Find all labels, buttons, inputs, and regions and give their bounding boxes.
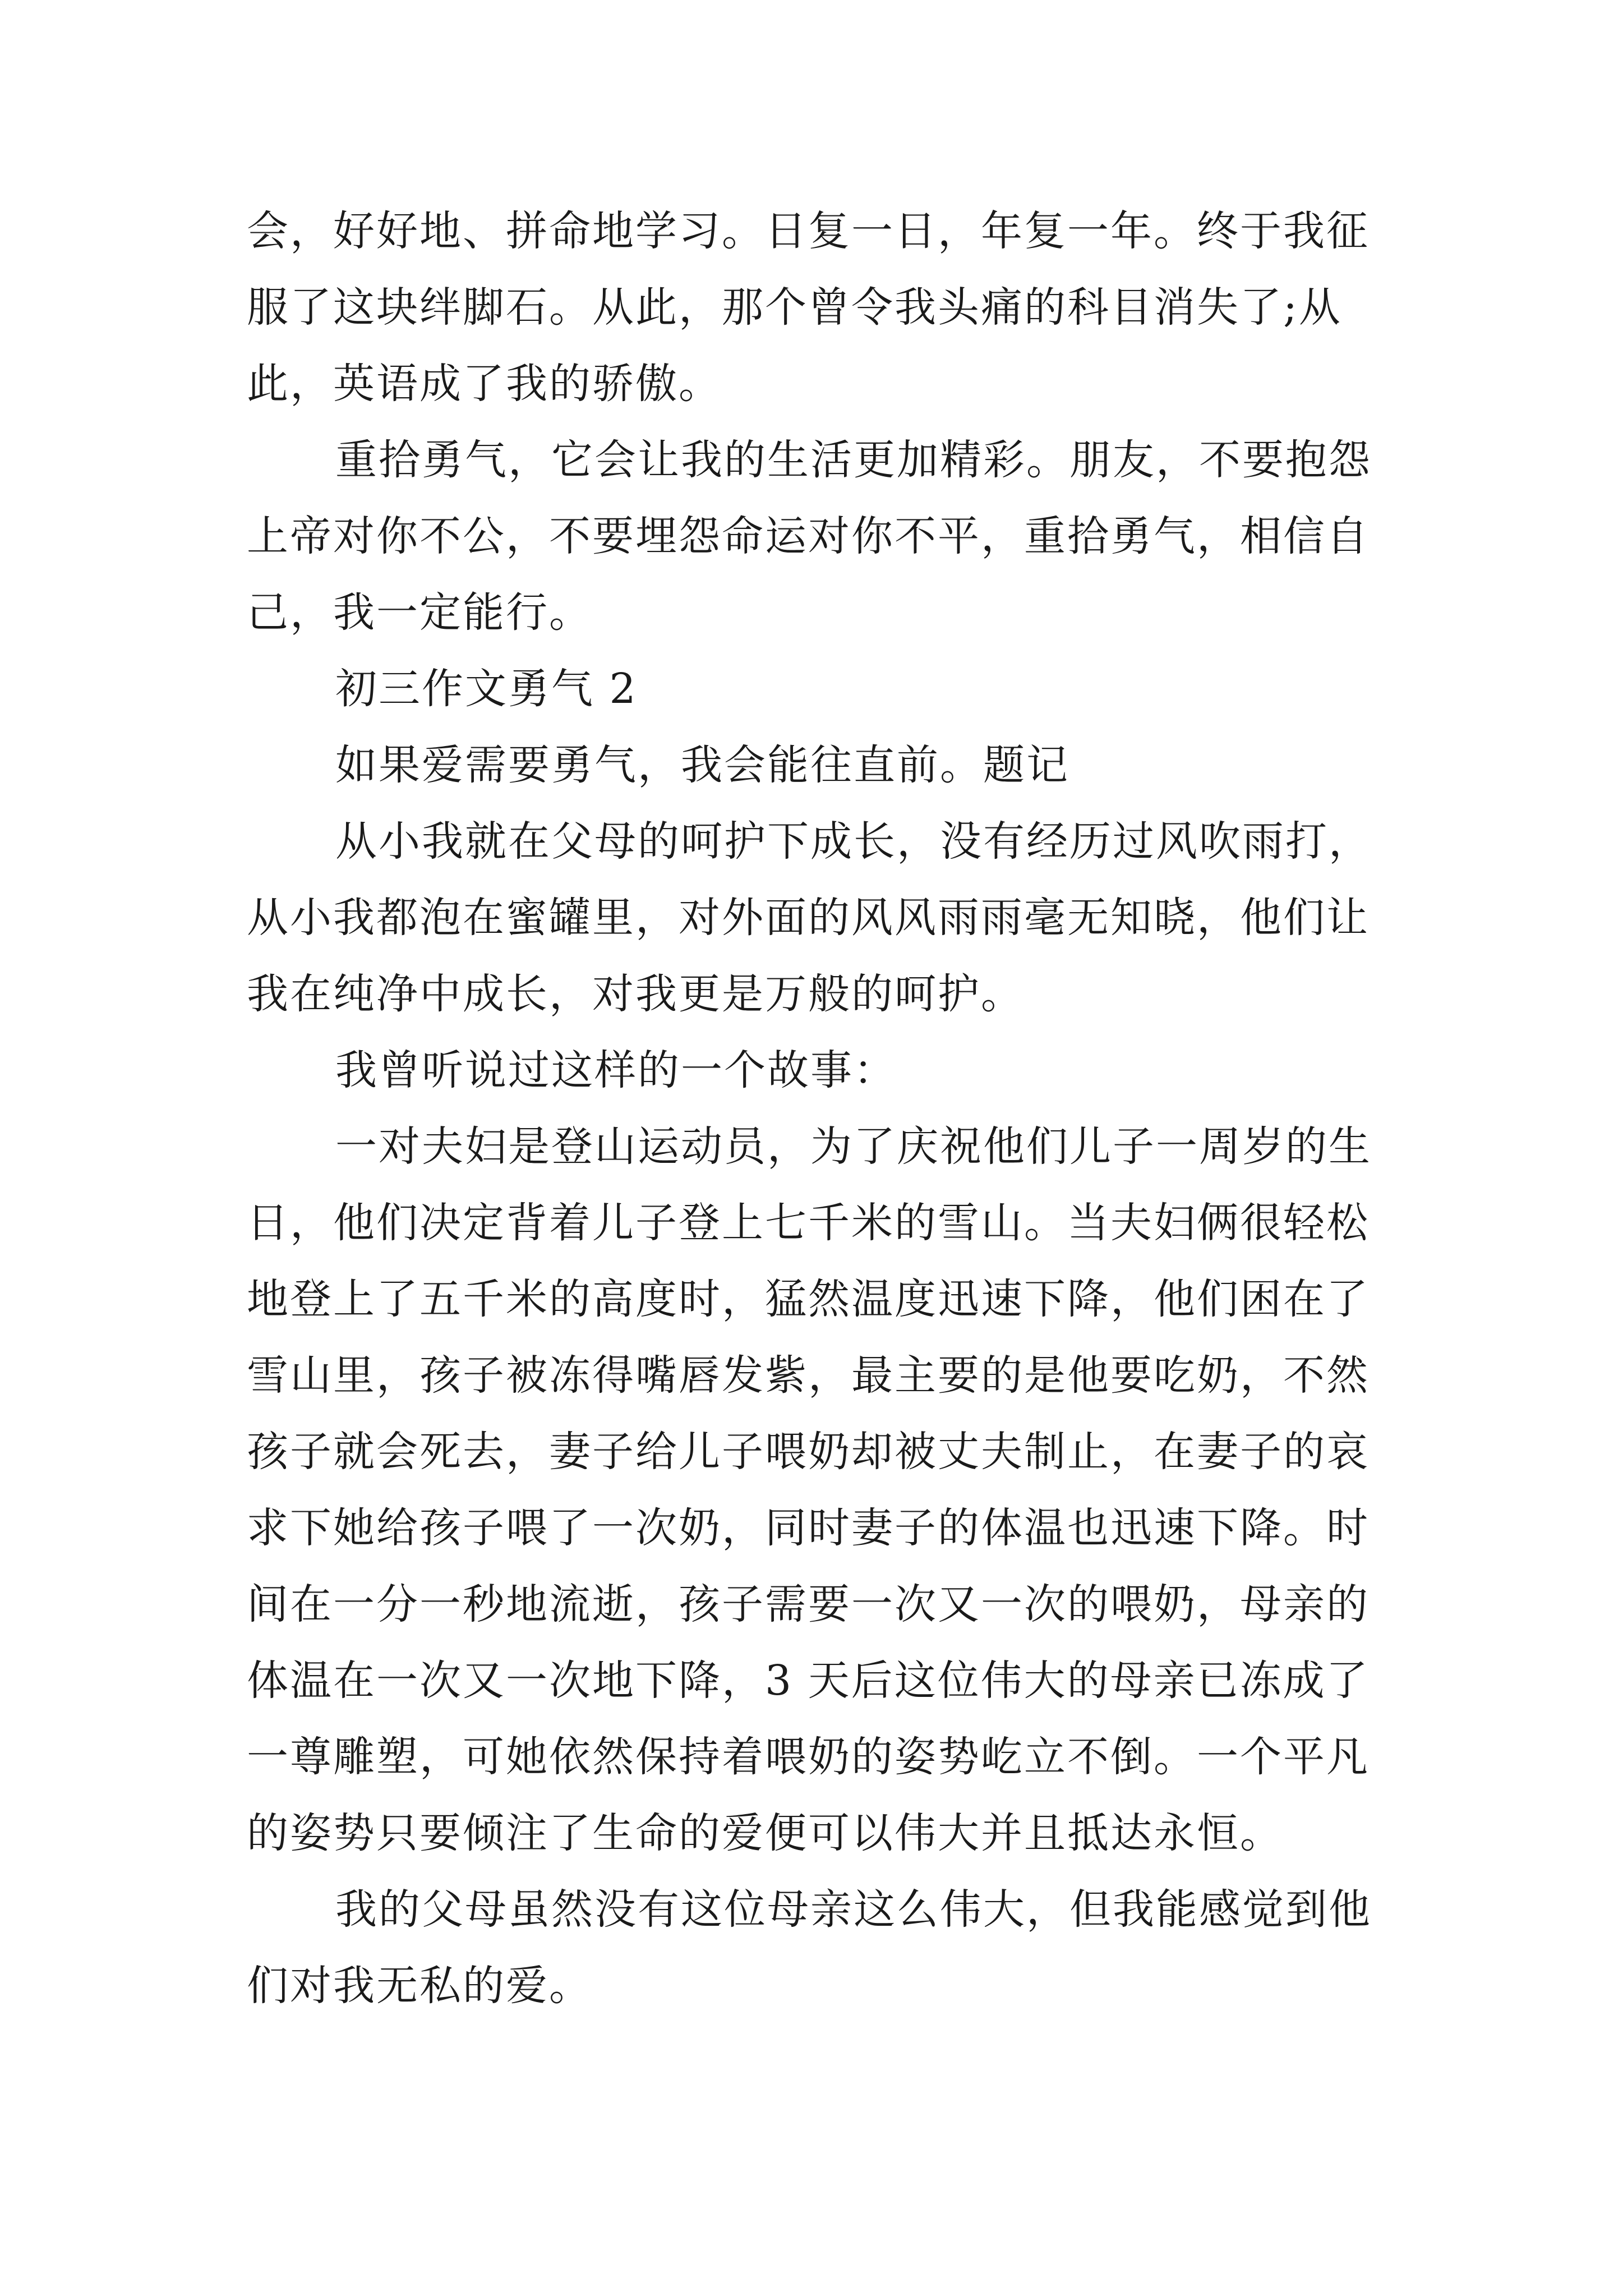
text-line: 我在纯净中成长，对我更是万般的呵护。 (247, 970, 1024, 1018)
text-line: 们对我无私的爱。 (247, 1962, 592, 2010)
text-line: 的姿势只要倾注了生命的爱便可以伟大并且抵达永恒。 (247, 1809, 1283, 1857)
text-line: 重拾勇气，它会让我的生活更加精彩。朋友，不要抱怨 (335, 436, 1372, 484)
text-line: 我的父母虽然没有这位母亲这么伟大，但我能感觉到他 (335, 1885, 1372, 1934)
text-line: 一尊雕塑，可她依然保持着喂奶的姿势屹立不倒。一个平凡 (247, 1733, 1370, 1781)
section-heading: 初三作文勇气 2 (335, 665, 638, 713)
text-line: 求下她给孩子喂了一次奶，同时妻子的体温也迅速下降。时 (247, 1504, 1370, 1552)
text-line: 一对夫妇是登山运动员，为了庆祝他们儿子一周岁的生 (335, 1122, 1372, 1171)
text-line: 雪山里，孩子被冻得嘴唇发紫，最主要的是他要吃奶，不然 (247, 1351, 1370, 1400)
text-line: 从小我就在父母的呵护下成长，没有经历过风吹雨打， (335, 817, 1372, 866)
text-line: 此，英语成了我的骄傲。 (247, 360, 722, 408)
text-line: 会，好好地、拼命地学习。日复一日，年复一年。终于我征 (247, 207, 1370, 255)
text-line: 体温在一次又一次地下降，3 天后这位伟大的母亲已冻成了 (247, 1657, 1370, 1705)
text-line: 服了这块绊脚石。从此，那个曾令我头痛的科目消失了;从 (247, 283, 1342, 332)
text-line: 孩子就会死去，妻子给儿子喂奶却被丈夫制止，在妻子的哀 (247, 1428, 1370, 1476)
text-line: 地登上了五千米的高度时，猛然温度迅速下降，他们困在了 (247, 1275, 1370, 1323)
text-line: 间在一分一秒地流逝，孩子需要一次又一次的喂奶，母亲的 (247, 1580, 1370, 1628)
text-line: 我曾听说过这样的一个故事： (335, 1046, 897, 1094)
text-line: 己，我一定能行。 (247, 588, 592, 637)
text-line: 如果爱需要勇气，我会能往直前。题记 (335, 741, 1069, 789)
text-line: 上帝对你不公，不要埋怨命运对你不平，重拾勇气，相信自 (247, 512, 1370, 560)
text-line: 从小我都泡在蜜罐里，对外面的风风雨雨毫无知晓，他们让 (247, 894, 1370, 942)
text-line: 日，他们决定背着儿子登上七千米的雪山。当夫妇俩很轻松 (247, 1199, 1370, 1247)
